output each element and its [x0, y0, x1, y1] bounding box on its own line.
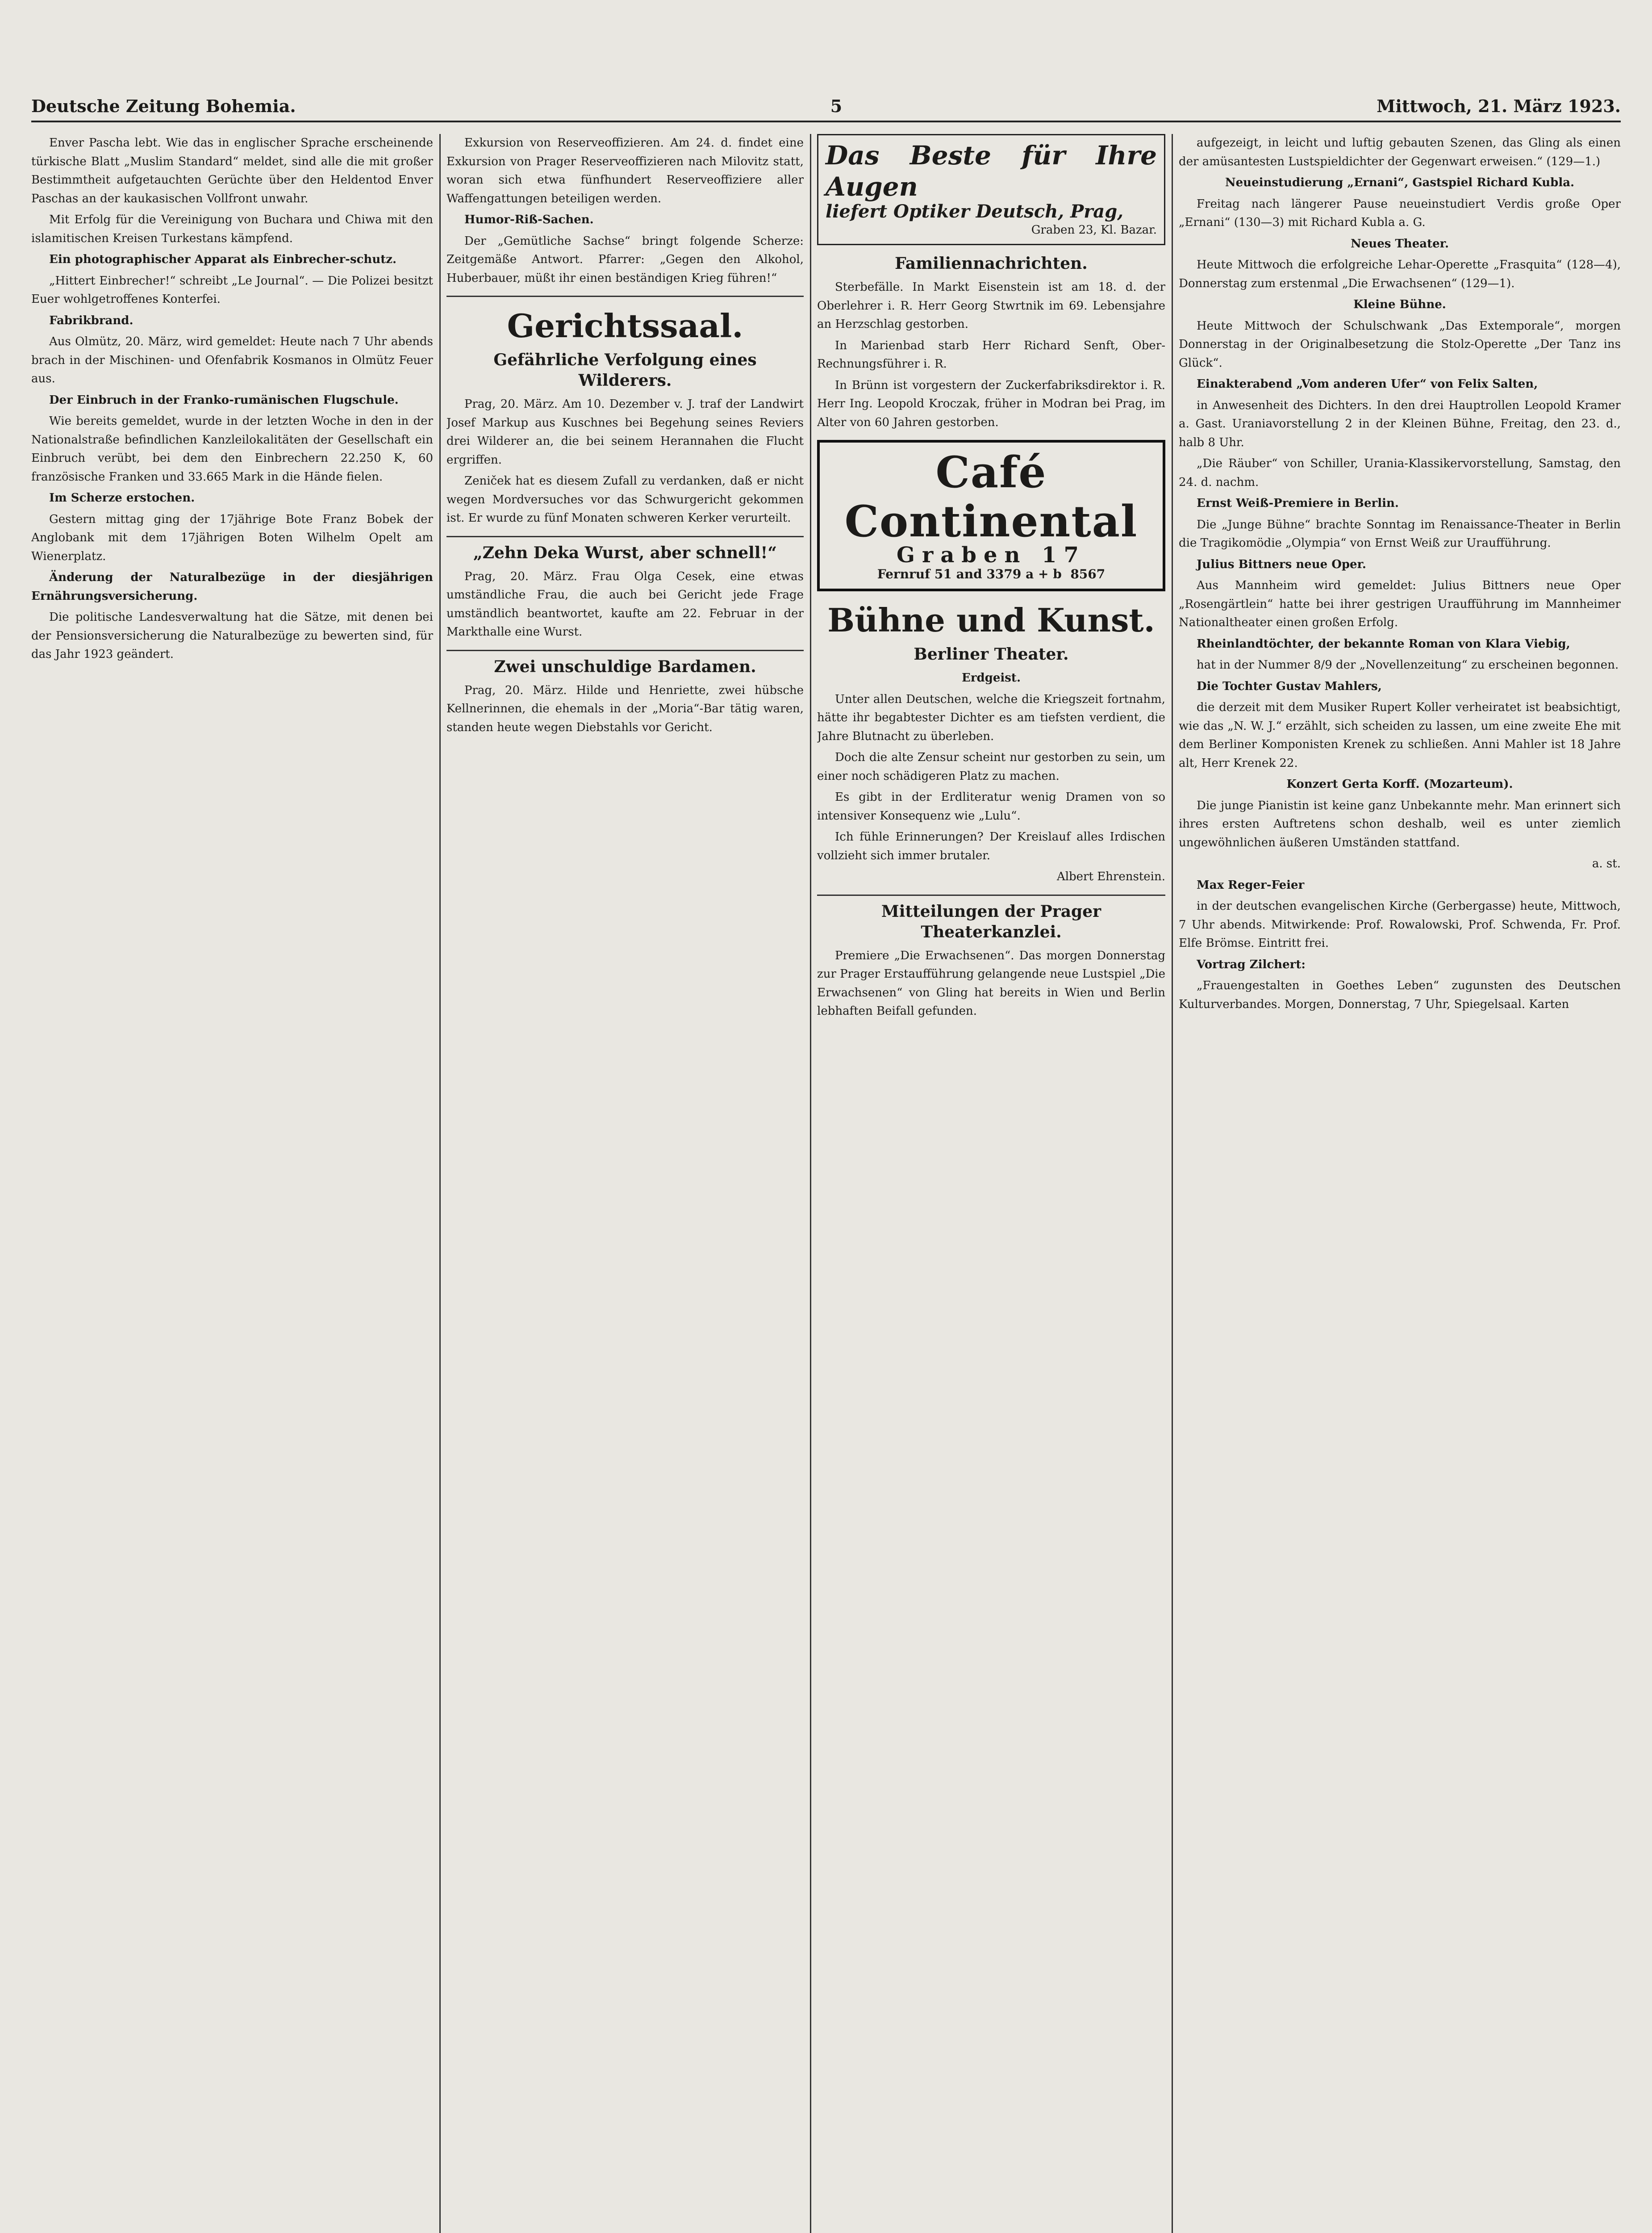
- headline-neues-theater: Neues Theater.: [1351, 237, 1449, 251]
- column-3: [817, 134, 1165, 2233]
- headline-lecture: Vortrag Zilchert:: [1197, 958, 1306, 971]
- article-reger: in der deutschen evangelischen Kirche (Gerbergasse) heute, Mittwoch, 7 Uhr abends. Mitwirkende: Prof. Rowalowski, Prof. Schwenda, Fr. Prof. Elfe Brömse. Eintritt frei.: [1179, 899, 1621, 950]
- review-paragraph-4: Ich fühle Erinnerungen? Der Kreislauf alles Irdischen vollzieht sich immer brutaler.: [817, 830, 1165, 862]
- subtitle-barmaids: Zwei unschuldige Bardamen.: [494, 657, 756, 676]
- subtitle-sausage: „Zehn Deka Wurst, aber schnell!“: [473, 543, 777, 562]
- column-divider: [1172, 134, 1173, 2233]
- article-bittner-opera: Aus Mannheim wird gemeldet: Julius Bittners neue Oper „Rosengärtlein“ hatte bei ihrer gestrigen Uraufführung im Mannheimer Nationaltheater einen großen Erfolg.: [1179, 579, 1621, 629]
- article-stabbed: Gestern mittag ging der 17jährige Bote Franz Bobek der Anglobank mit dem 17jährigen Boten Wilhelm Opelt am Wienerplatz.: [31, 512, 433, 563]
- cafe-ad-number: 8567: [1070, 566, 1106, 581]
- headline-stabbed: Im Scherze erstochen.: [49, 491, 195, 505]
- cafe-address: Graben 17: [897, 543, 1086, 568]
- headline-one-act-evening: Einakterabend „Vom anderen Ufer“ von Felix Salten,: [1197, 377, 1538, 391]
- headline-roman: Rheinlandtöchter, der bekannte Roman von Klara Viebig,: [1197, 637, 1570, 651]
- headline-humor: Humor-Riß-Sachen.: [464, 213, 594, 226]
- article-korff-concert: Die junge Pianistin ist keine ganz Unbekannte mehr. Man erinnert sich ihres ersten Auftretens schon deshalb, weil es unter ziemlich ungewöhnlichen äußeren Umständen stattfand.: [1179, 799, 1621, 849]
- article-ernani: Freitag nach längerer Pause neueinstudiert Verdis große Oper „Ernani“ (130—3) mit Richard Kubla a. G.: [1179, 197, 1621, 229]
- column-divider: [439, 134, 441, 2233]
- column-1: [31, 134, 433, 2233]
- article-kleine-buehne: Heute Mittwoch der Schulschwank „Das Extemporale“, morgen Donnerstag in der Originalbesetzung die Stolz-Operette „Der Tanz ins Glück“.: [1179, 319, 1621, 370]
- headline-kleine-buehne: Kleine Bühne.: [1353, 298, 1446, 311]
- article-burglary: Wie bereits gemeldet, wurde in der letzten Woche in den in der Nationalstraße befindlichen Kanzleilokalitäten der Gesellschaft ein Einbruch verübt, bei dem den Einbrechern 22.250 K, 60 französische Franken und 33.665 Mark in die Hände fielen.: [31, 414, 433, 484]
- article-neues-theater: Heute Mittwoch die erfolgreiche Lehar-Operette „Frasquita“ (128—4), Donnerstag zum erstenmal „Die Erwachsenen“ (129—1).: [1179, 258, 1621, 290]
- page-number: 5: [830, 96, 843, 116]
- review-paragraph-3: Es gibt in der Erdliteratur wenig Dramen von so intensiver Konsequenz wie „Lulu“.: [817, 790, 1165, 823]
- article-photo-apparatus: „Hittert Einbrecher!“ schreibt „Le Journal“. — Die Polizei besitzt Euer wohlgetroffenes Konterfei.: [31, 274, 433, 306]
- article-raeuber: „Die Räuber“ von Schiller, Urania-Klassikervorstellung, Samstag, den 24. d. nachm.: [1179, 457, 1621, 489]
- headline-photo-apparatus: Ein photographischer Apparat als Einbrecher-schutz.: [49, 253, 397, 266]
- headline-weiss-premiere: Ernst Weiß-Premiere in Berlin.: [1197, 497, 1399, 510]
- headline-mahler: Die Tochter Gustav Mahlers,: [1197, 679, 1382, 693]
- column-4: [1179, 134, 1621, 2233]
- column-divider: [810, 134, 811, 2233]
- article-roman: hat in der Nummer 8/9 der „Novellenzeitung“ zu erscheinen begonnen.: [1197, 658, 1619, 672]
- review-signature: Albert Ehrenstein.: [1056, 870, 1165, 883]
- headline-natural-benefits: Änderung der Naturalbezüge in der diesjährigen Ernährungsversicherung.: [31, 571, 433, 603]
- section-title-family: Familiennachrichten.: [895, 254, 1088, 273]
- section-rule: [446, 296, 804, 297]
- article-sausage: Prag, 20. März. Frau Olga Cesek, eine etwas umständliche Frau, die auch bei Gericht jede Frage umständlich beantwortet, kaufte am 22. Februar in der Markthalle eine Wurst.: [446, 569, 804, 639]
- optician-advertisement: [817, 134, 1165, 245]
- article-excursion: Exkursion von Reserveoffizieren. Am 24. d. findet eine Exkursion von Prager Reserveoffizieren nach Milovitz statt, woran sich etwa fünfhundert Reserveoffiziere aller Waffengattungen beteiligen werden.: [446, 136, 804, 205]
- notice-death-3: In Brünn ist vorgestern der Zuckerfabriksdirektor i. R. Herr Ing. Leopold Kroczak, früher in Modran bei Prag, im Alter von 60 Jahren gestorben.: [817, 378, 1165, 429]
- paper-name: Deutsche Zeitung Bohemia.: [31, 96, 296, 116]
- section-rule: [817, 895, 1165, 896]
- notice-death-2: In Marienbad starb Herr Richard Senft, Ober-Rechnungsführer i. R.: [817, 339, 1165, 371]
- cafe-phone: Fernruf 51 and 3379 a + b: [877, 566, 1062, 581]
- cafe-name: Café Continental: [844, 447, 1138, 547]
- article-continued: aufgezeigt, in leicht und luftig gebauten Szenen, das Gling als einen der amüsantesten Lustspieldichter der Gegenwart erweisen.“ (129—1.): [1179, 136, 1621, 168]
- article-barmaids: Prag, 20. März. Hilde und Henriette, zwei hübsche Kellnerinnen, die ehemals in der „Moria“-Bar tätig waren, standen heute wegen Diebstahls vor Gericht.: [446, 683, 804, 734]
- section-rule: [446, 650, 804, 651]
- subtitle-berlin-theatre: Berliner Theater.: [914, 645, 1069, 664]
- article-one-act-evening: in Anwesenheit des Dichters. In den drei Hauptrollen Leopold Kramer a. Gast. Uraniavorstellung 2 in der Kleinen Bühne, Freitag, den 23. d., halb 8 Uhr.: [1179, 398, 1621, 449]
- headline-burglary: Der Einbruch in der Franko-rumänischen Flugschule.: [49, 393, 399, 407]
- article-poacher: Prag, 20. März. Am 10. Dezember v. J. traf der Landwirt Josef Markup aus Kuschnes bei Begehung seines Reviers drei Wilderer an, die bei seinem Herannahen die Flucht ergriffen.: [446, 397, 804, 467]
- column-2: [446, 134, 804, 2233]
- section-title-stage-art: Bühne und Kunst.: [827, 601, 1155, 639]
- page-header: [31, 89, 1621, 122]
- section-rule: [446, 536, 804, 537]
- review-paragraph-1: Unter allen Deutschen, welche die Kriegszeit fortnahm, hätte ihr begabtester Dichter es am tiefsten verdient, die Jahre Blutnacht zu überleben.: [817, 692, 1165, 743]
- article-premiere: Premiere „Die Erwachsenen“. Das morgen Donnerstag zur Prager Erstaufführung gelangende neue Lustspiel „Die Erwachsenen“ von Gling hat bereits in Wien und Berlin lebhaften Beifall gefunden.: [817, 949, 1165, 1018]
- article-factory-fire: Aus Olmütz, 20. März, wird gemeldet: Heute nach 7 Uhr abends brach in der Mischinen- und Ofenfabrik Kosmanos in Olmütz Feuer aus.: [31, 335, 433, 385]
- headline-korff-concert: Konzert Gerta Korff. (Mozarteum).: [1286, 778, 1513, 791]
- section-title-court: Gerichtssaal.: [507, 307, 743, 345]
- headline-bittner-opera: Julius Bittners neue Oper.: [1197, 557, 1366, 571]
- issue-date: Mittwoch, 21. März 1923.: [1377, 96, 1621, 116]
- ad-line: liefert Optiker Deutsch, Prag,: [826, 201, 1124, 222]
- ad-title: Das Beste für Ihre Augen: [826, 140, 1157, 202]
- article-enver-cont: Mit Erfolg für die Vereinigung von Buchara und Chiwa mit den islamitischen Kreisen Turkestans kämpfend.: [31, 213, 433, 245]
- article-poacher-verdict: Zeniček hat es diesem Zufall zu verdanken, daß er nicht wegen Mordversuches vor das Schwurgericht gekommen ist. Er wurde zu fünf Monaten schweren Kerker verurteilt.: [446, 474, 804, 525]
- article-humor: Der „Gemütliche Sachse“ bringt folgende Scherze: Zeitgemäße Antwort. Pfarrer: „Gegen den Alkohol, Huberbauer, müßt ihr einen beständigen Krieg führen!“: [446, 234, 804, 285]
- concert-signature: a. st.: [1592, 857, 1621, 870]
- subtitle-theatre-office: Mitteilungen der Prager Theaterkanzlei.: [881, 902, 1101, 941]
- article-natural-benefits: Die politische Landesverwaltung hat die Sätze, mit denen bei der Pensionsversicherung die Naturalbezüge zu bewerten sind, für das Jahr 1923 geändert.: [31, 611, 433, 661]
- article-enver: Enver Pascha lebt. Wie das in englischer Sprache erscheinende türkische Blatt „Muslim Standard“ meldet, sind alle die mit großer Bestimmtheit aufgetauchten Gerüchte über den Heldentod Enver Paschas an der kaukasischen Vollfront unwahr.: [31, 136, 433, 205]
- article-weiss-premiere: Die „Junge Bühne“ brachte Sonntag im Renaissance-Theater in Berlin die Tragikomödie „Olympia“ von Ernst Weiß zur Uraufführung.: [1179, 518, 1621, 550]
- article-mahler: die derzeit mit dem Musiker Rupert Koller verheiratet ist beabsichtigt, wie das „N. W. J.“ erzählt, sich scheiden zu lassen, um eine zweite Ehe mit dem Berliner Komponisten Krenek zu schließen. Anni Mahler ist 18 Jahre alt, Herr Krenek 22.: [1179, 701, 1621, 770]
- cafe-advertisement: [817, 440, 1165, 591]
- article-lecture: „Frauengestalten in Goethes Leben“ zugunsten des Deutschen Kulturverbandes. Morgen, Donnerstag, 7 Uhr, Spiegelsaal. Karten: [1179, 979, 1621, 1011]
- review-paragraph-2: Doch die alte Zensur scheint nur gestorben zu sein, um einer noch schädigeren Platz zu machen.: [817, 751, 1165, 783]
- headline-ernani: Neueinstudierung „Ernani“, Gastspiel Richard Kubla.: [1225, 176, 1575, 189]
- subtitle-erdgeist: Erdgeist.: [962, 671, 1021, 685]
- headline-reger: Max Reger-Feier: [1197, 878, 1305, 892]
- headline-factory-fire: Fabrikbrand.: [49, 314, 133, 327]
- notice-death-1: Sterbefälle. In Markt Eisenstein ist am 18. d. der Oberlehrer i. R. Herr Georg Stwrtnik im 69. Lebensjahre an Herzschlag gestorben.: [817, 280, 1165, 331]
- subtitle-poacher: Gefährliche Verfolgung eines Wilderers.: [493, 351, 757, 390]
- ad-address: Graben 23, Kl. Bazar.: [1031, 223, 1157, 237]
